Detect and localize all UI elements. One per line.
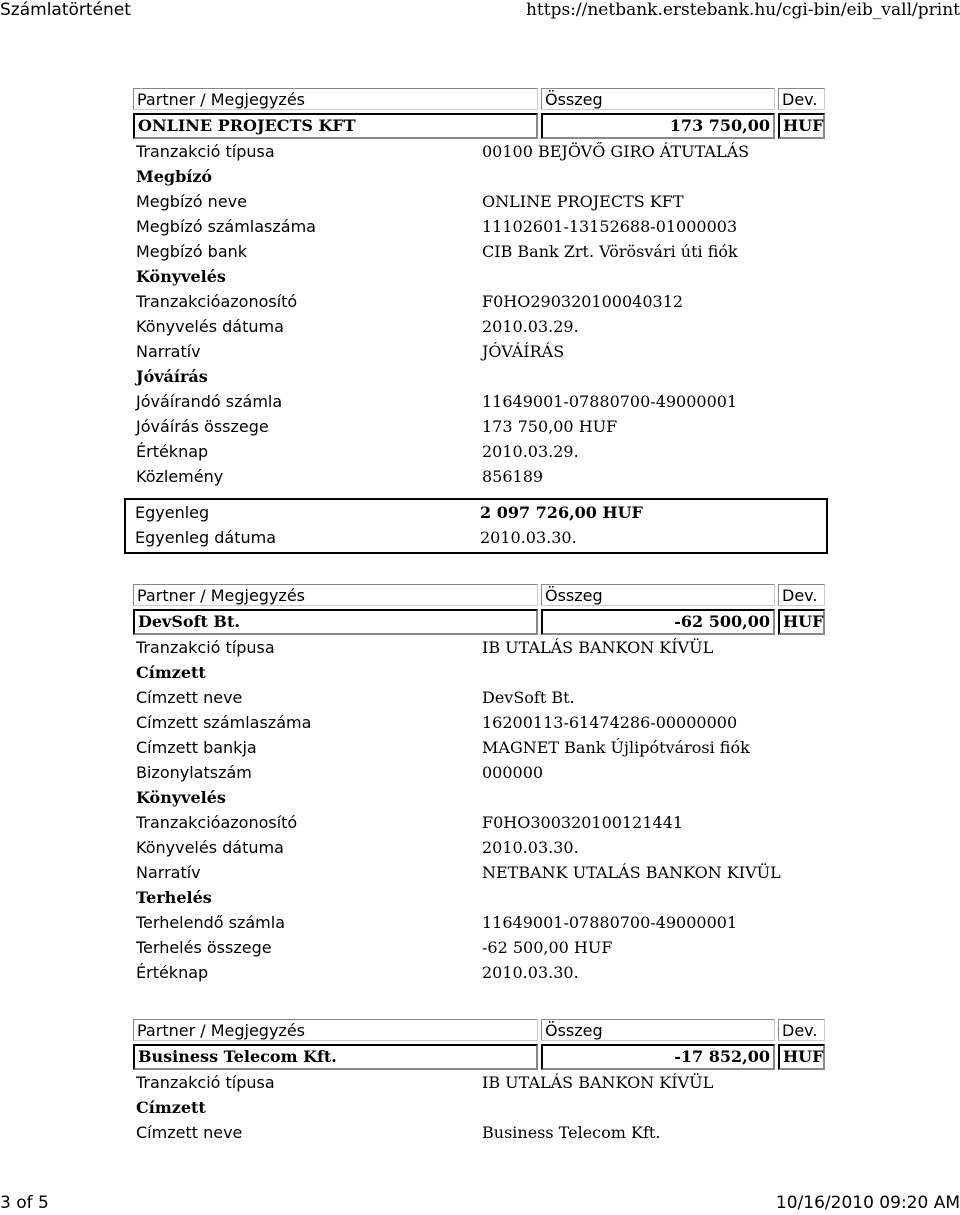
balance-label: Egyenleg: [135, 503, 210, 522]
partner-name: Business Telecom Kft.: [133, 1044, 538, 1070]
detail-value: DevSoft Bt.: [482, 688, 575, 707]
detail-value: F0HO290320100040312: [482, 292, 684, 311]
section-heading: Címzett: [136, 1098, 206, 1117]
detail-value: 00100 BEJÖVŐ GIRO ÁTUTALÁS: [482, 142, 750, 161]
detail-value: F0HO300320100121441: [482, 813, 684, 832]
section-heading-row: [133, 164, 825, 189]
detail-label: Megbízó bank: [136, 242, 248, 261]
detail-value: 2010.03.29.: [482, 317, 579, 336]
section-heading: Címzett: [136, 663, 206, 682]
detail-label: Címzett neve: [136, 1123, 243, 1142]
column-partner: Partner / Megjegyzés: [133, 88, 538, 110]
transaction-3: [133, 1019, 825, 1145]
detail-row: [133, 414, 825, 439]
detail-label: Terhelés összege: [136, 938, 272, 957]
detail-value: IB UTALÁS BANKON KÍVÜL: [482, 1073, 714, 1092]
detail-label: Tranzakcióazonosító: [136, 292, 298, 311]
detail-label: Címzett számlaszáma: [136, 713, 312, 732]
detail-value: 2010.03.30.: [482, 838, 579, 857]
detail-label: Címzett bankja: [136, 738, 257, 757]
detail-row: [133, 464, 825, 489]
amount: 173 750,00: [541, 113, 775, 139]
column-currency: Dev.: [778, 88, 825, 110]
detail-row: [133, 314, 825, 339]
currency: HUF: [778, 113, 825, 139]
detail-row: [133, 289, 825, 314]
detail-row: [133, 1120, 825, 1145]
column-header-row: [133, 88, 825, 113]
detail-row: [133, 214, 825, 239]
partner-name: DevSoft Bt.: [133, 609, 538, 635]
column-amount: Összeg: [541, 1019, 775, 1041]
section-heading-row: [133, 785, 825, 810]
section-heading-row: [133, 885, 825, 910]
amount: -17 852,00: [541, 1044, 775, 1070]
detail-label: Közlemény: [136, 467, 224, 486]
detail-value: 11102601-13152688-01000003: [482, 217, 738, 236]
section-heading-row: [133, 660, 825, 685]
detail-value: 16200113-61474286-00000000: [482, 713, 738, 732]
page-url[interactable]: https://netbank.erstebank.hu/cgi-bin/eib_vall/print: [525, 0, 960, 20]
detail-row: [133, 189, 825, 214]
column-header-row: [133, 1019, 825, 1044]
detail-row: [133, 389, 825, 414]
detail-label: Megbízó neve: [136, 192, 247, 211]
detail-value: IB UTALÁS BANKON KÍVÜL: [482, 638, 714, 657]
detail-row: [133, 910, 825, 935]
page-number: 3 of 5: [0, 1193, 49, 1213]
section-heading: Terhelés: [136, 888, 212, 907]
detail-label: Narratív: [136, 863, 201, 882]
detail-label: Címzett neve: [136, 688, 243, 707]
detail-label: Terhelendő számla: [136, 913, 286, 932]
detail-value: MAGNET Bank Újlipótvárosi fiók: [482, 738, 750, 757]
section-heading: Jóváírás: [136, 367, 208, 386]
column-amount: Összeg: [541, 584, 775, 606]
detail-row: [133, 760, 825, 785]
column-currency: Dev.: [778, 584, 825, 606]
column-amount: Összeg: [541, 88, 775, 110]
column-currency: Dev.: [778, 1019, 825, 1041]
section-heading-row: [133, 264, 825, 289]
detail-label: Tranzakció típusa: [136, 638, 275, 657]
detail-row: [133, 139, 825, 164]
detail-value: 856189: [482, 467, 544, 486]
detail-label: Tranzakcióazonosító: [136, 813, 298, 832]
balance-date-value: 2010.03.30.: [480, 528, 577, 547]
transaction-2: [133, 584, 825, 985]
partner-name: ONLINE PROJECTS KFT: [133, 113, 538, 139]
transaction-1: [133, 88, 825, 489]
page-title: Számlatörténet: [0, 0, 131, 20]
detail-label: Bizonylatszám: [136, 763, 252, 782]
section-heading: Könyvelés: [136, 267, 226, 286]
column-partner: Partner / Megjegyzés: [133, 1019, 538, 1041]
detail-row: [133, 239, 825, 264]
detail-value: 000000: [482, 763, 544, 782]
transaction-summary-row: [133, 1044, 825, 1070]
detail-row: [133, 685, 825, 710]
detail-label: Jóváírás összege: [136, 417, 269, 436]
detail-label: Megbízó számlaszáma: [136, 217, 316, 236]
detail-label: Narratív: [136, 342, 201, 361]
detail-value: CIB Bank Zrt. Vörösvári úti fiók: [482, 242, 738, 261]
detail-rows: [133, 635, 825, 985]
detail-label: Jóváírandó számla: [136, 392, 283, 411]
detail-row: [133, 635, 825, 660]
detail-label: Tranzakció típusa: [136, 1073, 275, 1092]
balance-row: [126, 500, 826, 525]
balance-date-row: [126, 525, 826, 550]
detail-label: Értéknap: [136, 963, 209, 982]
currency: HUF: [778, 1044, 825, 1070]
detail-row: [133, 835, 825, 860]
detail-label: Értéknap: [136, 442, 209, 461]
amount: -62 500,00: [541, 609, 775, 635]
balance-box: [124, 498, 828, 554]
detail-value: 11649001-07880700-49000001: [482, 392, 738, 411]
section-heading-row: [133, 364, 825, 389]
detail-row: [133, 960, 825, 985]
balance-value: 2 097 726,00 HUF: [480, 503, 643, 522]
print-datetime: 10/16/2010 09:20 AM: [775, 1193, 960, 1213]
detail-value: Business Telecom Kft.: [482, 1123, 661, 1142]
section-heading: Megbízó: [136, 167, 213, 186]
detail-label: Könyvelés dátuma: [136, 838, 284, 857]
detail-row: [133, 860, 825, 885]
detail-value: -62 500,00 HUF: [482, 938, 613, 957]
detail-value: ONLINE PROJECTS KFT: [482, 192, 684, 211]
currency: HUF: [778, 609, 825, 635]
transaction-summary-row: [133, 609, 825, 635]
detail-label: Tranzakció típusa: [136, 142, 275, 161]
detail-rows: [133, 139, 825, 489]
column-header-row: [133, 584, 825, 609]
section-heading: Könyvelés: [136, 788, 226, 807]
detail-value: 2010.03.30.: [482, 963, 579, 982]
detail-value: JÓVÁÍRÁS: [482, 342, 565, 361]
column-partner: Partner / Megjegyzés: [133, 584, 538, 606]
detail-row: [133, 1070, 825, 1095]
detail-value: 2010.03.29.: [482, 442, 579, 461]
detail-value: 11649001-07880700-49000001: [482, 913, 738, 932]
detail-row: [133, 810, 825, 835]
detail-row: [133, 935, 825, 960]
detail-label: Könyvelés dátuma: [136, 317, 284, 336]
transaction-summary-row: [133, 113, 825, 139]
detail-value: 173 750,00 HUF: [482, 417, 618, 436]
detail-row: [133, 710, 825, 735]
section-heading-row: [133, 1095, 825, 1120]
balance-date-label: Egyenleg dátuma: [135, 528, 277, 547]
detail-row: [133, 339, 825, 364]
detail-rows: [133, 1070, 825, 1145]
detail-row: [133, 735, 825, 760]
detail-row: [133, 439, 825, 464]
detail-value: NETBANK UTALÁS BANKON KIVÜL: [482, 863, 781, 882]
